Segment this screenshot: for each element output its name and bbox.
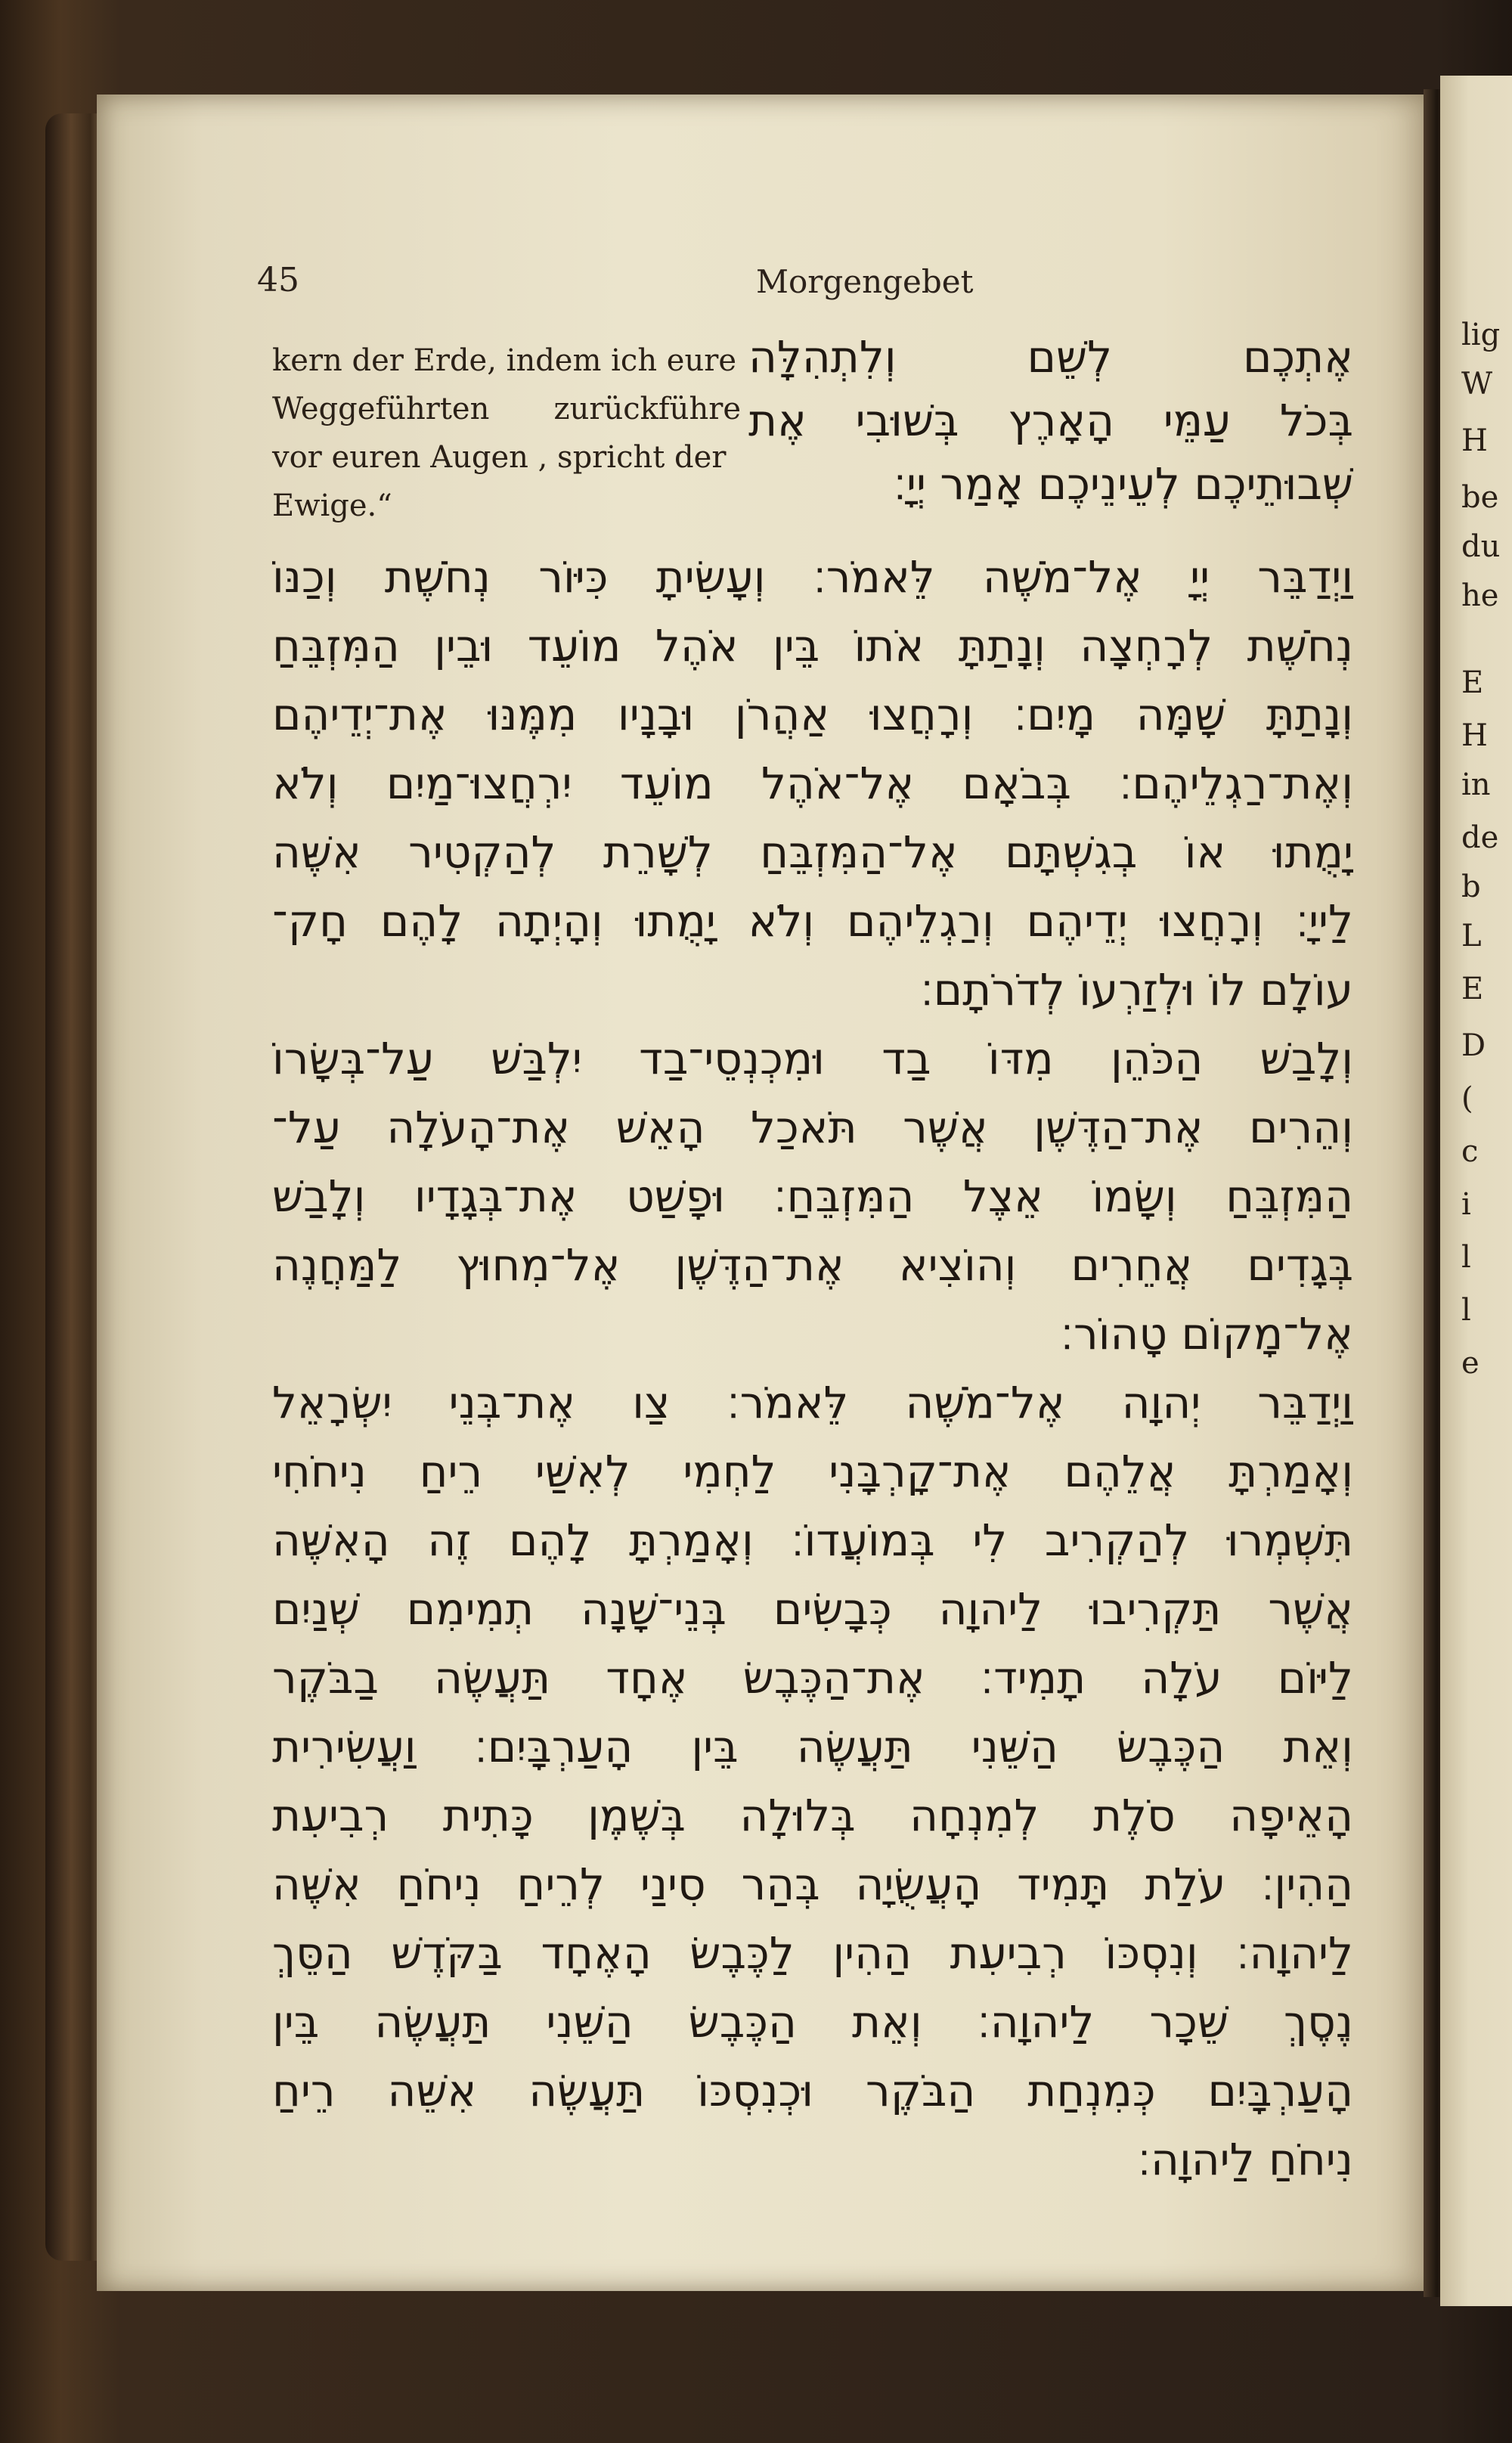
german-translation: [272, 336, 741, 530]
hebrew-intro-line: שְׁבוּתֵיכֶם לְעֵינֵיכֶם אָמַר יְיָ׃: [893, 458, 1353, 510]
facing-page-fragment: b: [1461, 870, 1481, 904]
hebrew-line: וְאֶת־רַגְלֵיהֶם׃ בְּבֹאָם אֶל־אֹהֶל מוֹעֵד יִרְחֲצוּ־מַיִם וְלֹא: [272, 758, 1353, 809]
hebrew-intro-text: [748, 325, 1353, 516]
hebrew-line: הַמִּזְבֵּחַ וְשָׂמוֹ אֵצֶל הַמִּזְבֵּחַ׃ וּפָשַׁט אֶת־בְּגָדָיו וְלָבַשׁ: [272, 1170, 1353, 1222]
hebrew-line: לַיּוֹם עֹלָה תָמִיד׃ אֶת־הַכֶּבֶשׂ אֶחָד תַּעֲשֶׂה בַבֹּקֶר: [272, 1652, 1353, 1704]
facing-page-fragment: W: [1461, 367, 1493, 401]
german-word-group: vor euren Augen , spricht der: [272, 440, 727, 475]
hebrew-main-text: [272, 543, 1353, 2194]
facing-page-fragment: du: [1461, 529, 1501, 564]
hebrew-paragraph: [272, 1369, 1353, 2194]
hebrew-line: הָאֵיפָה סֹלֶת לְמִנְחָה בְּלוּלָה בְּשֶׁמֶן כָּתִית רְבִיעִת: [272, 1790, 1353, 1841]
facing-page-fragment: H: [1461, 423, 1488, 458]
facing-page-fragment: in: [1461, 767, 1491, 802]
facing-page-fragment: c: [1461, 1134, 1479, 1169]
hebrew-line: יָמֻתוּ אוֹ בְגִשְׁתָּם אֶל־הַמִּזְבֵּחַ לְשָׁרֵת לְהַקְטִיר אִשֶּׁה: [272, 826, 1353, 878]
hebrew-line: אֲשֶׁר תַּקְרִיבוּ לַיהוָה כְּבָשִׂים בְּנֵי־שָׁנָה תְמִימִם שְׁנַיִם: [272, 1583, 1353, 1635]
hebrew-intro-line: אֶתְכֶם לְשֵׁם וְלִתְהִלָּה: [748, 331, 1353, 383]
facing-page-fragment: L: [1461, 919, 1482, 953]
german-line: [272, 336, 741, 385]
hebrew-line: וְנָתַתָּ שָׁמָּה מָיִם׃ וְרָחֲצוּ אַהֲרֹן וּבָנָיו מִמֶּנּוּ אֶת־יְדֵיהֶם: [272, 689, 1353, 740]
facing-page-fragment: be: [1461, 480, 1499, 515]
german-word-group: Ewige.“: [272, 488, 392, 523]
hebrew-line: לַייָ׃ וְרָחֲצוּ יְדֵיהֶם וְרַגְלֵיהֶם וְלֹא יָמֻתוּ וְהָיְתָה לָהֶם חָק־: [272, 895, 1353, 947]
facing-page-fragment: E: [1461, 972, 1484, 1006]
hebrew-line: נְחֹשֶׁת לְרָחְצָה וְנָתַתָּ אֹתוֹ בֵּין אֹהֶל מוֹעֵד וּבֵין הַמִּזְבֵּחַ: [272, 620, 1353, 671]
hebrew-line: הַהִין׃ עֹלַת תָּמִיד הָעֲשֻׂיָה בְּהַר סִינַי לְרֵיחַ נִיחֹחַ אִשֶּׁה: [272, 1859, 1353, 1910]
german-line: [272, 385, 741, 433]
facing-page-fragment: l: [1461, 1293, 1471, 1328]
page-number: 45: [257, 261, 299, 299]
hebrew-intro-line: בְּכֹל עַמֵּי הָאָרֶץ בְּשׁוּבִי אֶת: [748, 395, 1353, 446]
german-line: [272, 433, 741, 482]
facing-page-fragment: D: [1461, 1028, 1486, 1063]
hebrew-line: לַיהוָה׃ וְנִסְכּוֹ רְבִיעִת הַהִין לַכֶּבֶשׂ הָאֶחָד בַּקֹּדֶשׁ הַסֵּךְ: [272, 1927, 1353, 1979]
german-word-group: zurückführe: [553, 392, 741, 426]
hebrew-line: תִּשְׁמְרוּ לְהַקְרִיב לִי בְּמוֹעֲדוֹ׃ וְאָמַרְתָּ לָהֶם זֶה הָאִשֶּׁה: [272, 1514, 1353, 1566]
german-word-group: kern der Erde, indem ich eure: [272, 343, 737, 378]
running-head: Morgengebet: [756, 263, 974, 300]
german-line: [272, 482, 741, 530]
facing-page-fragment: l: [1461, 1240, 1471, 1275]
facing-page-fragment: he: [1461, 578, 1499, 613]
hebrew-paragraph: [272, 1025, 1353, 1369]
hebrew-line: אֶל־מָקוֹם טָהוֹר׃: [1060, 1308, 1353, 1359]
hebrew-line: וְאֵת הַכֶּבֶשׂ הַשֵּׁנִי תַּעֲשֶׂה בֵּין הָעַרְבָּיִם׃ וַעֲשִׂירִית: [272, 1721, 1353, 1772]
hebrew-line: נֶסֶךְ שֵׁכָר לַיהוָה׃ וְאֵת הַכֶּבֶשׂ הַשֵּׁנִי תַּעֲשֶׂה בֵּין: [272, 1996, 1353, 2048]
hebrew-line: בְּגָדִים אֲחֵרִים וְהוֹצִיא אֶת־הַדֶּשֶׁן אֶל־מִחוּץ לַמַּחֲנֶה: [272, 1239, 1353, 1291]
hebrew-line: וְלָבַשׁ הַכֹּהֵן מִדּוֹ בַד וּמִכְנְסֵי־בַד יִלְבַּשׁ עַל־בְּשָׂרוֹ: [272, 1033, 1353, 1084]
hebrew-line: וְאָמַרְתָּ אֲלֵהֶם אֶת־קָרְבָּנִי לַחְמִי לְאִשַּׁי רֵיחַ נִיחֹחִי: [272, 1446, 1353, 1497]
facing-page-fragment: E: [1461, 665, 1484, 700]
hebrew-line: וַיְדַבֵּר יְהוָה אֶל־מֹשֶׁה לֵּאמֹר׃ צַו אֶת־בְּנֵי יִשְׂרָאֵל: [272, 1377, 1353, 1428]
facing-page-fragment: lig: [1461, 318, 1501, 352]
hebrew-line: הָעַרְבָּיִם כְּמִנְחַת הַבֹּקֶר וּכְנִסְכּוֹ תַּעֲשֶׂה אִשֵּׁה רֵיחַ: [272, 2065, 1353, 2116]
facing-page-fragment: de: [1461, 820, 1499, 855]
hebrew-line: עוֹלָם לוֹ וּלְזַרְעוֹ לְדֹרֹתָם׃: [920, 964, 1353, 1015]
german-word-group: Weggeführten: [272, 392, 490, 426]
facing-page-edge: [1440, 76, 1512, 2306]
facing-page-fragment: H: [1461, 718, 1488, 753]
hebrew-line: נִיחֹחַ לַיהוָה׃: [1137, 2134, 1353, 2185]
facing-page-fragment: e: [1461, 1346, 1479, 1381]
facing-page-fragment: (: [1461, 1081, 1473, 1116]
hebrew-line: וַיְדַבֵּר יְיָ אֶל־מֹשֶׁה לֵּאמֹר׃ וְעָשִׂיתָ כִּיּוֹר נְחֹשֶׁת וְכַנּוֹ: [272, 551, 1353, 603]
facing-page-fragment: i: [1461, 1187, 1471, 1222]
hebrew-paragraph: [272, 543, 1353, 1025]
hebrew-line: וְהֵרִים אֶת־הַדֶּשֶׁן אֲשֶׁר תֹּאכַל הָאֵשׁ אֶת־הָעֹלָה עַל־: [272, 1102, 1353, 1153]
